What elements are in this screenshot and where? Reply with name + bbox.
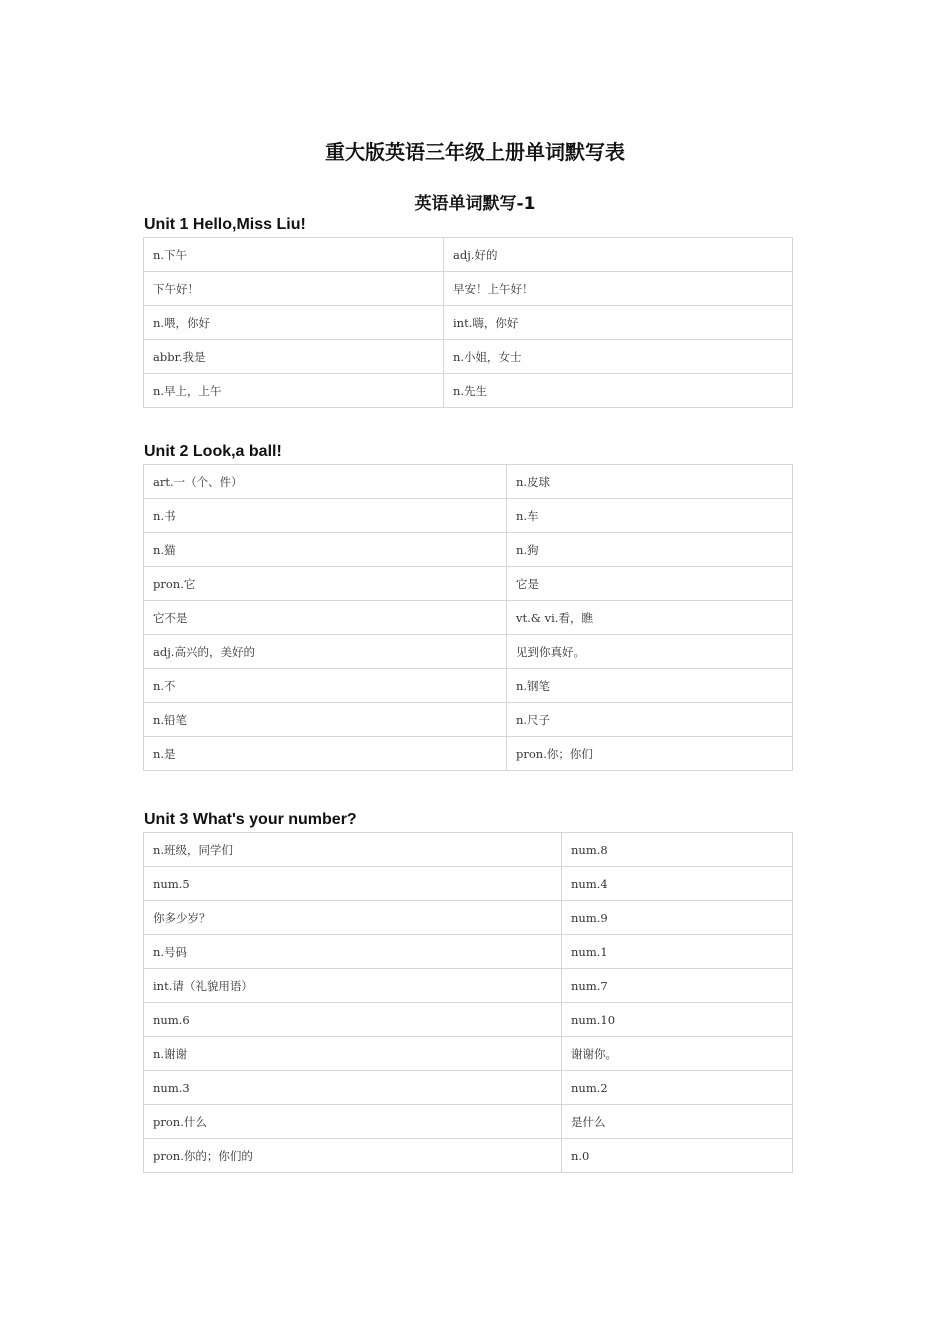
table-cell: num.4: [562, 867, 793, 901]
table-cell: n.班级，同学们: [144, 833, 562, 867]
table-cell: 下午好！: [144, 272, 444, 306]
table-cell: num.9: [562, 901, 793, 935]
table-cell: pron.它: [144, 567, 507, 601]
table-cell: num.5: [144, 867, 562, 901]
table-cell: 是什么: [562, 1105, 793, 1139]
table-cell: num.3: [144, 1071, 562, 1105]
table-row: [144, 340, 793, 374]
table-row: [144, 969, 793, 1003]
table-cell: n.号码: [144, 935, 562, 969]
table-cell: n.猫: [144, 533, 507, 567]
table-cell: 你多少岁？: [144, 901, 562, 935]
table-cell: int.嗨，你好: [444, 306, 793, 340]
table-cell: num.2: [562, 1071, 793, 1105]
table-cell: n.谢谢: [144, 1037, 562, 1071]
table-row: [144, 703, 793, 737]
table-row: [144, 533, 793, 567]
table-cell: n.铅笔: [144, 703, 507, 737]
table-row: [144, 374, 793, 408]
table-cell: vt.& vi.看，瞧: [507, 601, 793, 635]
table-cell: num.7: [562, 969, 793, 1003]
table-cell: n.喂，你好: [144, 306, 444, 340]
table-cell: n.下午: [144, 238, 444, 272]
table-row: [144, 935, 793, 969]
table-row: [144, 306, 793, 340]
table-cell: pron.什么: [144, 1105, 562, 1139]
table-row: [144, 1139, 793, 1173]
table-cell: abbr.我是: [144, 340, 444, 374]
table-row: [144, 238, 793, 272]
table-row: [144, 601, 793, 635]
table-row: [144, 1037, 793, 1071]
table-cell: num.6: [144, 1003, 562, 1037]
table-cell: 它不是: [144, 601, 507, 635]
table-cell: n.狗: [507, 533, 793, 567]
table-row: [144, 867, 793, 901]
table-cell: 见到你真好。: [507, 635, 793, 669]
table-row: [144, 1105, 793, 1139]
table-cell: n.不: [144, 669, 507, 703]
table-cell: n.早上，上午: [144, 374, 444, 408]
table-cell: pron.你的；你们的: [144, 1139, 562, 1173]
table-row: [144, 272, 793, 306]
table-row: [144, 499, 793, 533]
unit-1-heading: Unit 1 Hello,Miss Liu!: [144, 216, 306, 233]
table-cell: n.皮球: [507, 465, 793, 499]
table-cell: pron.你；你们: [507, 737, 793, 771]
unit-3-table: [143, 832, 793, 1173]
table-cell: n.钢笔: [507, 669, 793, 703]
table-cell: num.10: [562, 1003, 793, 1037]
table-row: [144, 737, 793, 771]
table-cell: num.1: [562, 935, 793, 969]
document-title: 重大版英语三年级上册单词默写表: [325, 140, 625, 164]
table-cell: n.书: [144, 499, 507, 533]
unit-3-heading: Unit 3 What's your number?: [144, 811, 357, 828]
table-cell: int.请（礼貌用语）: [144, 969, 562, 1003]
table-cell: adj.好的: [444, 238, 793, 272]
table-row: [144, 1003, 793, 1037]
table-cell: num.8: [562, 833, 793, 867]
table-row: [144, 465, 793, 499]
table-row: [144, 901, 793, 935]
table-row: [144, 635, 793, 669]
table-cell: art.一（个、件）: [144, 465, 507, 499]
unit-2-heading: Unit 2 Look,a ball!: [144, 443, 282, 460]
table-row: [144, 1071, 793, 1105]
table-row: [144, 833, 793, 867]
table-cell: 谢谢你。: [562, 1037, 793, 1071]
unit-2-table: [143, 464, 793, 771]
table-row: [144, 567, 793, 601]
table-cell: n.是: [144, 737, 507, 771]
document-subtitle: 英语单词默写-1: [414, 194, 536, 214]
table-cell: n.尺子: [507, 703, 793, 737]
table-cell: adj.高兴的，美好的: [144, 635, 507, 669]
table-row: [144, 669, 793, 703]
table-cell: n.0: [562, 1139, 793, 1173]
table-cell: n.先生: [444, 374, 793, 408]
table-cell: n.车: [507, 499, 793, 533]
table-cell: 它是: [507, 567, 793, 601]
unit-1-table: [143, 237, 793, 408]
table-cell: n.小姐，女士: [444, 340, 793, 374]
table-cell: 早安！上午好！: [444, 272, 793, 306]
